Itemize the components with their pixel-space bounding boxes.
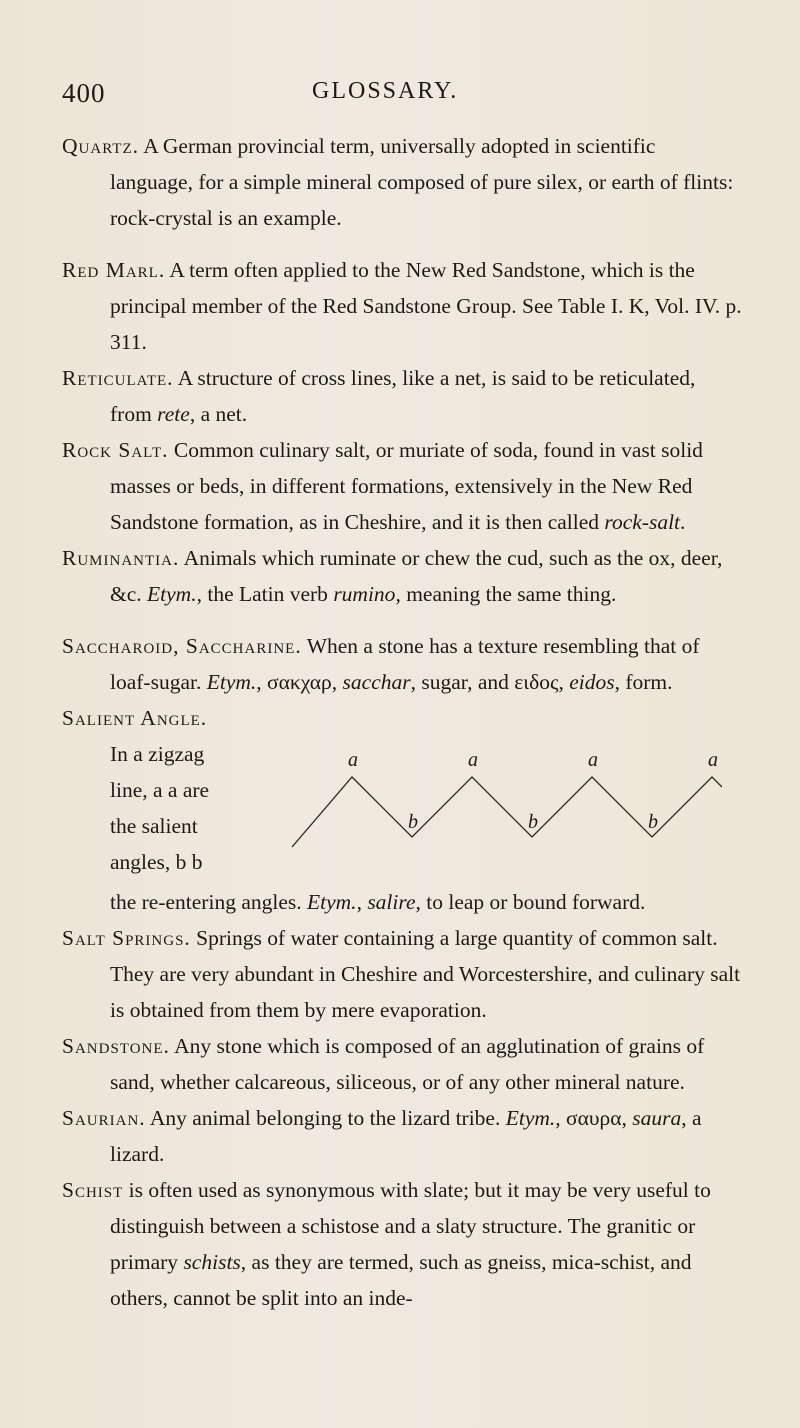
label-a-4: a	[708, 749, 718, 771]
salient-line-1: In a zigzag	[110, 742, 205, 766]
entry-red-marl	[62, 252, 742, 360]
salient-line-4: angles, b b	[110, 850, 203, 874]
entry-ruminantia: Ruminantia. Animals which ruminate or chew the cud, such as the ox, deer, &c. Etym., the Latin verb rumino, meaning the same thing.	[62, 546, 723, 606]
page-header	[62, 78, 722, 118]
label-b-1: b	[408, 811, 418, 833]
salient-line-3: the salient	[110, 814, 198, 838]
entry-schist: Schist is often used as synonymous with slate; but it may be very useful to distinguish between a schistose and a slaty structure. The granitic or primary schists, as they are termed, such as gneiss, mica-schist, and others, cannot be split into an inde-	[62, 1178, 711, 1310]
entry-term: Salient Angle.	[62, 706, 208, 730]
entry-term: Saurian.	[62, 1106, 146, 1130]
entry-text: A term often applied to the New Red Sandstone, which is the principal member of the Red Sandstone Group. See Table I. K, Vol. IV. p. 311.	[110, 258, 742, 354]
entry-salt-springs: Salt Springs. Springs of water containing a large quantity of common salt. They are very abundant in Cheshire and Worcestershire, and culinary salt is obtained from them by mere evaporation.	[62, 926, 741, 1022]
entry-salient-angle	[62, 700, 742, 736]
salient-angle-figure-block	[62, 736, 742, 884]
entry-reticulate: Reticulate. A structure of cross lines, like a net, is said to be reticulated, from rete, a net.	[62, 366, 696, 426]
label-b-3: b	[648, 811, 658, 833]
salient-line-2: line, a a are	[110, 778, 210, 802]
zigzag-figure	[262, 742, 722, 862]
entry-term: Ruminantia.	[62, 546, 180, 570]
entry-sandstone: Sandstone. Any stone which is composed of an agglutination of grains of sand, whether calcareous, siliceous, or of any other mineral nature.	[62, 1034, 705, 1094]
label-a-1: a	[348, 749, 358, 771]
label-a-2: a	[468, 749, 478, 771]
entry-term: Reticulate.	[62, 366, 174, 390]
entry-term: Rock Salt.	[62, 438, 169, 462]
label-b-2: b	[528, 811, 538, 833]
entry-term: Saccharoid, Saccharine.	[62, 634, 302, 658]
page-number: 400	[62, 78, 106, 108]
entry-term: Schist	[62, 1178, 124, 1202]
entry-term: Red Marl.	[62, 258, 166, 282]
label-a-3: a	[588, 749, 598, 771]
entry-saccharoid: Saccharoid, Saccharine. When a stone has a texture resembling that of loaf-sugar. Etym., σακχαρ, sacchar, sugar, and ειδος, eidos, form.	[62, 634, 700, 694]
running-title: GLOSSARY.	[312, 78, 459, 104]
entry-rock-salt: Rock Salt. Common culinary salt, or muriate of soda, found in vast solid masses or beds, in different formations, extensively in the New Red Sandstone formation, as in Cheshire, and it is then called rock-salt.	[62, 438, 703, 534]
entry-text: A German provincial term, universally adopted in scientific language, for a simple mineral composed of pure silex, or earth of flints: rock-crystal is an example.	[110, 134, 734, 230]
entry-term: Salt Springs.	[62, 926, 191, 950]
entry-term: Quartz.	[62, 134, 139, 158]
salient-continuation: the re-entering angles. Etym., salire, to leap or bound forward.	[110, 890, 646, 914]
entry-term: Sandstone.	[62, 1034, 170, 1058]
glossary-body	[62, 128, 742, 1316]
entry-quartz	[62, 128, 742, 236]
entry-saurian: Saurian. Any animal belonging to the lizard tribe. Etym., σαυρα, saura, a lizard.	[62, 1106, 702, 1166]
